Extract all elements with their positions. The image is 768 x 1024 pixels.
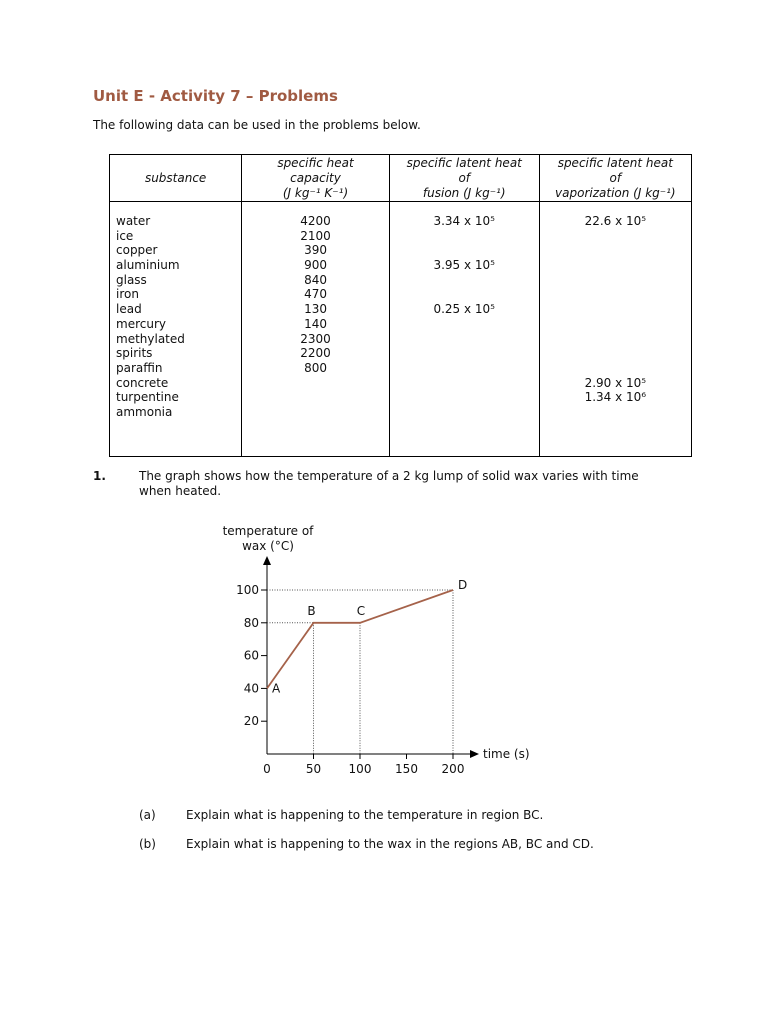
part-b-text: Explain what is happening to the wax in the regions AB, BC and CD. — [186, 837, 594, 851]
table-cell: ammonia — [116, 404, 173, 419]
y-axis-arrow-icon — [263, 556, 271, 565]
part-b-label: (b) — [139, 837, 156, 851]
table-cell: 2100 — [300, 228, 331, 243]
x-tick-label: 100 — [348, 762, 372, 776]
table-cell: ice — [116, 228, 134, 243]
x-tick-label: 200 — [441, 762, 465, 776]
table-cell: 0.25 x 10⁵ — [433, 302, 495, 317]
table-cell: 1.34 x 10⁶ — [584, 390, 647, 405]
table-cell: paraffin — [116, 360, 163, 375]
y-tick-label: 20 — [243, 714, 259, 729]
header-line: specific latent heat — [557, 155, 673, 170]
table-cell: 3.34 x 10⁵ — [433, 214, 495, 228]
x-axis-arrow-icon — [470, 750, 479, 758]
table-cell: 900 — [304, 258, 327, 273]
header-line: capacity — [290, 170, 341, 185]
table-cell: lead — [116, 302, 142, 317]
table-cell: 4200 — [300, 214, 331, 228]
y-tick-label: 80 — [243, 615, 259, 630]
header-line: specific latent heat — [406, 155, 522, 170]
table-cell: 800 — [304, 360, 327, 375]
table-cell: 3.95 x 10⁵ — [433, 258, 495, 273]
point-label-a: A — [272, 681, 281, 696]
table-cell: glass — [116, 272, 147, 287]
table-cell: mercury — [116, 316, 166, 331]
table-cell: 2200 — [300, 346, 331, 361]
table-cell: 2.90 x 10⁵ — [584, 375, 647, 390]
point-label-c: C — [356, 603, 366, 618]
header-line: fusion (J kg⁻¹) — [422, 185, 506, 200]
part-a-text: Explain what is happening to the temperature in region BC. — [186, 808, 544, 822]
table-cell: 22.6 x 10⁵ — [584, 214, 647, 228]
header-line: substance — [144, 170, 207, 185]
x-tick-label: 0 — [263, 762, 271, 776]
part-a-label: (a) — [139, 808, 156, 822]
x-tick-label: 150 — [395, 762, 418, 776]
table-cell: copper — [116, 243, 158, 258]
table-cell: 130 — [304, 302, 327, 317]
y-tick-label: 60 — [243, 648, 259, 663]
table-cell: 390 — [304, 243, 327, 258]
page-title: Unit E - Activity 7 – Problems — [93, 87, 338, 105]
header-line: vaporization (J kg⁻¹) — [555, 185, 676, 200]
table-cell: 2300 — [300, 331, 331, 346]
table-cell: methylated — [116, 331, 185, 346]
x-axis-label: time (s) — [483, 747, 530, 761]
header-line: (J kg⁻¹ K⁻¹) — [282, 185, 349, 200]
table-cell: water — [116, 214, 151, 228]
table-cell: concrete — [116, 375, 169, 390]
header-line: of — [458, 170, 471, 185]
x-tick-label: 50 — [305, 762, 322, 776]
table-cell: 140 — [304, 316, 327, 331]
table-cell: iron — [116, 287, 139, 302]
table-cell: aluminium — [116, 258, 180, 273]
intro-text: The following data can be used in the problems below. — [93, 118, 421, 132]
y-tick-label: 100 — [236, 583, 259, 597]
point-label-b: B — [307, 603, 316, 618]
point-label-d: D — [458, 578, 468, 592]
question-number: 1. — [93, 469, 106, 483]
header-line: specific heat — [277, 155, 354, 170]
y-tick-label: 40 — [243, 681, 259, 696]
table-cell: spirits — [116, 346, 153, 361]
y-axis-label: temperature of wax (°C) — [222, 524, 314, 553]
header-line: of — [609, 170, 622, 185]
question-text: The graph shows how the temperature of a 2 kg lump of solid wax varies with time when heated. — [139, 469, 639, 498]
table-cell: 840 — [304, 272, 327, 287]
table-cell: turpentine — [116, 390, 179, 405]
table-cell: 470 — [304, 287, 327, 302]
